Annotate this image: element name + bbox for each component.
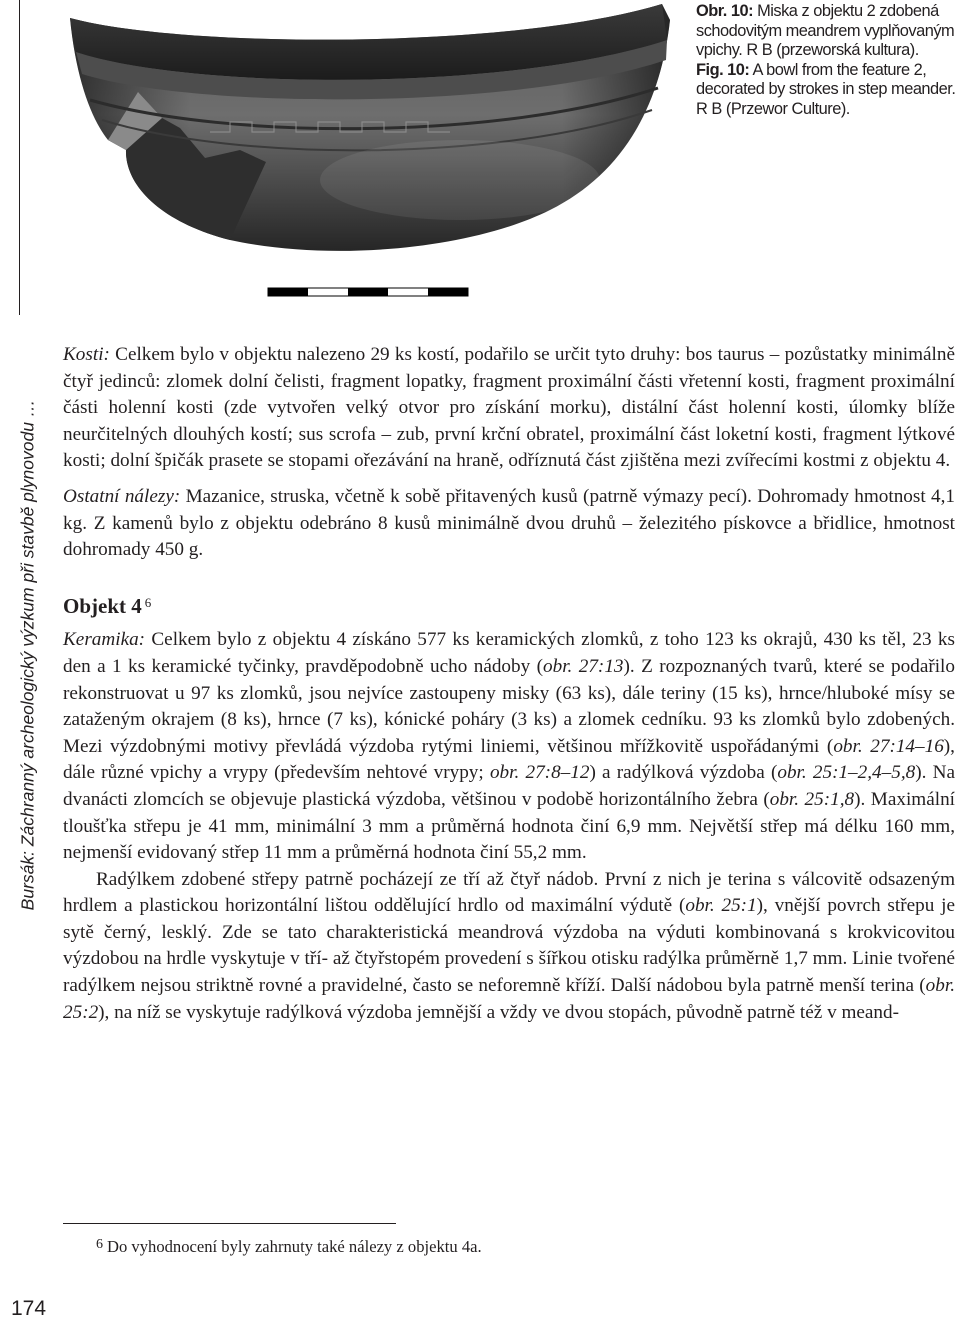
figure-ref: obr. 25:1–2,4–5,8 (777, 762, 916, 784)
paragraph-kosti: Kosti: Celkem bylo v objektu nalezeno 29 ks kostí, podařilo se určit tyto druhy: bos taurus – pozůstatky minimálně čtyř jedinců: zlomek dolní čelisti, fragment lopatky, fragment proximální části vřetenní kosti, fragment proximální části holenní kosti (zde vytvořen velký otvor pro získání morku), distální část holenní kosti, úlomky blíže neurčitelných dlouhých kostí; sus scrofa – zub, první krční obratel, proximální část loketní kosti, fragment lýtkové kosti; dolní špičák prasete se stopami ořezávání na hraně, odříznutá část zjištěna mezi zvířecími kostmi z objektu 4. (63, 344, 955, 472)
scale-bar (268, 288, 468, 296)
margin-rule (19, 0, 20, 315)
figure-ref: obr. 27:13 (543, 655, 624, 677)
figure-caption (696, 2, 958, 120)
footnote-mark: 6 (144, 594, 152, 610)
body-text (63, 342, 955, 1026)
footnote-number: 6 (96, 1237, 103, 1252)
figure-ref: obr. 25:1 (685, 895, 757, 917)
bowl-photograph (30, 0, 690, 300)
section-heading: Objekt 4 $^6$ (63, 593, 152, 618)
figure-ref: obr. 25:1,8 (769, 788, 855, 810)
figure-ref: obr. 25:2 (63, 975, 955, 1023)
footnote-rule (63, 1223, 396, 1224)
figure-ref: obr. 27:8–12 (489, 762, 590, 784)
figure-ref: obr. 27:14–16 (833, 735, 944, 757)
footnote (96, 1237, 482, 1257)
paragraph-keramika: Keramika: Celkem bylo z objektu 4 získáno 577 ks keramických zlomků, z toho 123 ks okrajů, 430 ks těl, 23 ks den a 1 ks keramické tyčinky, pravděpodobně ucho nádoby (obr. 27:13). Z rozpoznaných tvarů, které se podařilo rekonstruovat u 97 ks zlomků, jsou nejvíce zastoupeny misky (63 ks), dále teriny (15 ks), hrnce/hluboké mísy se zataženým okrajem (8 ks), hrnce (7 ks), kónické poháry (3 ks) a zlomek cedníku. 93 ks zlomků bylo zdobených. Mezi výzdobnými motivy převládá výzdoba rytými liniemi, většinou mřížkovitě uspořádanými (obr. 27:14–16), dále různé vpichy a vrypy (především nehtové vrypy; obr. 27:8–12) a radýlková výzdoba (obr. 25:1–2,4–5,8). Na dvanácti zlomcích se objevuje plastická výzdoba, většinou v podobě horizontálního žebra (obr. 25:1,8). Maximální tloušťka střepu je 41 mm, minimální 3 mm a průměrná hodnota činí 6,9 mm. Největší střep má délku 160 mm, nejmenší evidovaný střep 11 mm a průměrná hodnota činí 55,2 mm. (63, 629, 956, 864)
running-header: Bursák: Záchranný archeologický výzkum při stavbě plynovodu … (17, 399, 38, 911)
caption-en-label: Fig. 10: (696, 60, 750, 79)
caption-cz-text: Miska z objektu 2 zdobená schodovitým meandrem vyplňovaným vpichy. R B (przeworská kultura). (696, 2, 955, 60)
paragraph-ostatni-nalezy: Ostatní nálezy: Mazanice, struska, včetně k sobě přitavených kusů (patrně výmazy pecí). Dohromady hmotnost 4,1 kg. Z kamenů bylo z objektu odebráno 8 kusů minimálně dvou druhů – železitého pískovce a břidlice, hmotnost dohromady 450 g. (63, 485, 955, 561)
caption-en-text: A bowl from the feature 2, decorated by strokes in step meander. R B (Przewor Culture). (696, 60, 956, 118)
lead-kosti: Kosti: (63, 344, 110, 365)
footnote-text: Do vyhodnocení byly zahrnuty také nálezy z objektu 4a. (107, 1237, 482, 1256)
lead-keramika: Keramika: (63, 629, 146, 651)
paragraph-radylkem: Radýlkem zdobené střepy patrně pocházejí ze tří až čtyř nádob. První z nich je terina s válcovitě odsazeným hrdlem a plastickou horizontální lištou oddělující hrdlo od maximální výdutě (obr. 25:1), vnější povrch střepu je sytě černý, lesklý. Zde se tato charakteristická meandrová výzdoba na výduti kombinovaná s krokvicovitou výzdobou na hrdle vyskytuje v tří- až čtyřstopém provedení s šířkou otisku radýlka průměrně 1,7 mm. Linie tvořené radýlkem nejsou striktně rovné a pravidelné, často se neforemně kříží. Další nádobou byla patrně menší terina (obr. 25:2), na níž se vyskytuje radýlková výzdoba jemnější a vždy ve dvou stopách, původně patrně též v meand- (63, 868, 955, 1023)
page-number: 174 (11, 1297, 47, 1320)
lead-ostatni: Ostatní nálezy: (63, 485, 181, 507)
caption-cz-label: Obr. 10: (696, 2, 754, 20)
